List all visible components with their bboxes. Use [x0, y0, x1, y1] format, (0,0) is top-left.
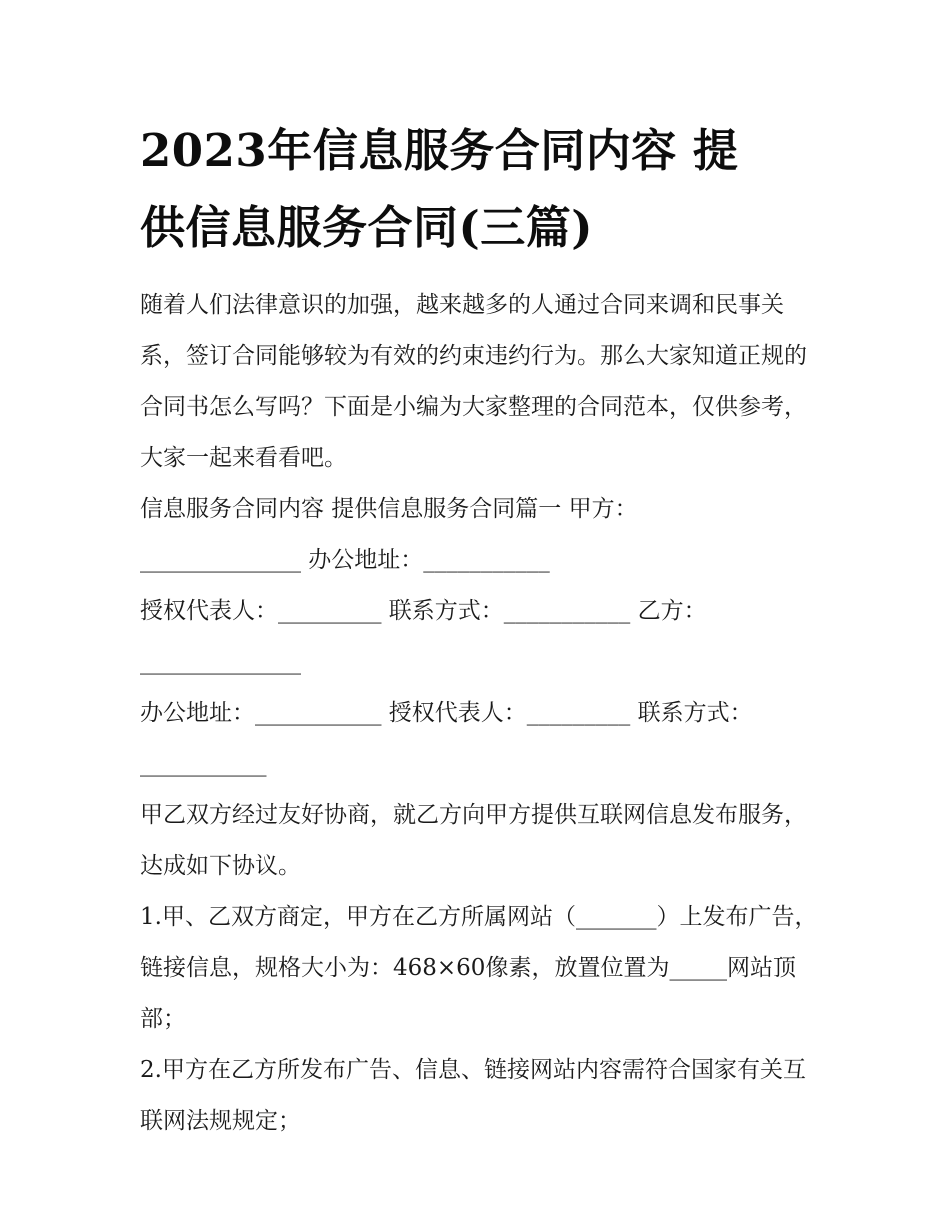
party-a-address-line: ______________ 办公地址：___________ [140, 547, 550, 573]
party-a-representative-line: 授权代表人：_________ 联系方式：___________ 乙方： [140, 598, 707, 624]
document-title [140, 112, 820, 266]
party-b-address-line: 办公地址：___________ 授权代表人：_________ 联系方式： [140, 700, 753, 726]
agreement-intro: 甲乙双方经过友好协商，就乙方向甲方提供互联网信息发布服务，达成如下协议。 [140, 802, 807, 879]
document-page [140, 112, 820, 1147]
clause-2: 2.甲方在乙方所发布广告、信息、链接网站内容需符合国家有关互联网法规规定； [140, 1057, 806, 1134]
title-line-1: 2023年信息服务合同内容 提 [140, 124, 739, 177]
section-heading: 信息服务合同内容 提供信息服务合同篇一 甲方： [140, 496, 638, 522]
party-b-blank: ______________ [140, 649, 301, 675]
clause-1: 1.甲、乙双方商定，甲方在乙方所属网站（_______）上发布广告，链接信息，规格大小为：468×60像素，放置位置为_____网站顶部； [140, 904, 818, 1032]
document-body [140, 280, 820, 1147]
intro-paragraph: 随着人们法律意识的加强，越来越多的人通过合同来调和民事关系，签订合同能够较为有效的约束违约行为。那么大家知道正规的合同书怎么写吗？下面是小编为大家整理的合同范本，仅供参考，大家一起来看看吧。 [140, 292, 807, 471]
party-b-contact-blank: ___________ [140, 751, 267, 777]
title-line-2: 供信息服务合同(三篇) [140, 201, 594, 254]
